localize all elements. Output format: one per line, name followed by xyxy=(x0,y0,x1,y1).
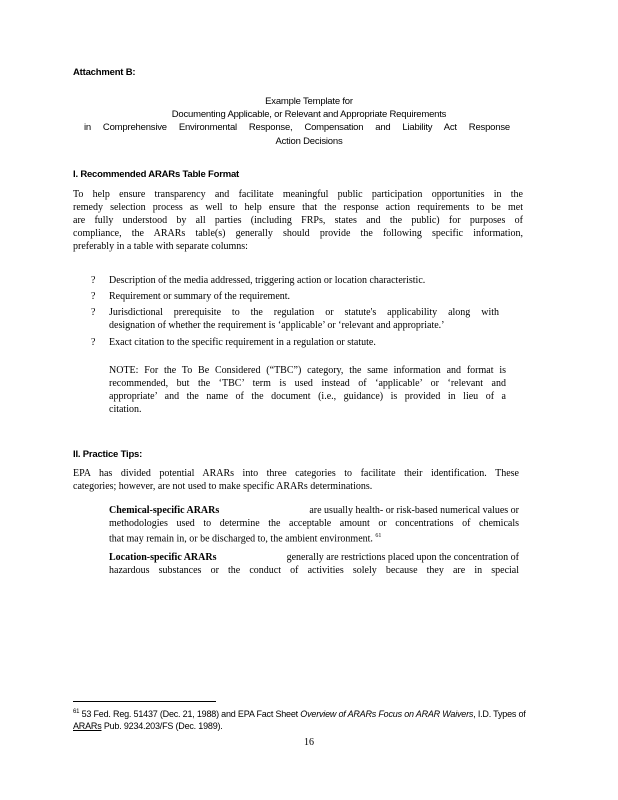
chemical-line: that may remain in, or be discharged to, the ambient environment. xyxy=(109,533,373,545)
bullet-jurisdictional xyxy=(109,306,499,332)
bullet-mark: ? xyxy=(91,291,96,302)
note-line: citation. xyxy=(109,404,142,415)
paragraph-line: compliance, the ARARs table(s) generally should provide the following specific information, xyxy=(73,228,523,239)
tbc-note xyxy=(109,364,506,416)
paragraph-line: remedy selection process as well to help ensure that the response action requirements to be met xyxy=(73,202,523,213)
bullet-requirement: Requirement or summary of the requirement. xyxy=(109,291,291,302)
paragraph-line: To help ensure transparency and facilitate meaningful public participation opportunities in the xyxy=(73,189,523,200)
footnote-text: 53 Fed. Reg. 51437 (Dec. 21, 1988) and EPA Fact Sheet xyxy=(81,709,298,719)
bullet-mark: ? xyxy=(91,337,96,348)
bullet-line: designation of whether the requirement is ‘applicable’ or ‘relevant and appropriate.’ xyxy=(109,320,445,331)
chemical-line: are usually health- or risk-based numerical values or xyxy=(309,505,519,516)
paragraph-line: EPA has divided potential ARARs into three categories to facilitate their identification. These xyxy=(73,468,519,479)
title-line-2: Documenting Applicable, or Relevant and Appropriate Requirements xyxy=(171,109,447,120)
footnote-divider xyxy=(73,701,216,702)
paragraph-line: categories; however, are not used to make specific ARARs determinations. xyxy=(73,481,373,492)
bullet-line: Jurisdictional prerequisite to the regulation or statute's applicability along with xyxy=(109,307,499,318)
footnote-line-2 xyxy=(73,720,543,732)
note-line: NOTE: For the To Be Considered (“TBC”) category, the same information and format is xyxy=(109,365,506,376)
title-line-3: in Comprehensive Environmental Response, Compensation and Liability Act Response xyxy=(84,122,510,133)
location-term: Location-specific ARARs xyxy=(109,552,217,563)
footnote-mark: 61 xyxy=(73,709,80,715)
chemical-specific-block xyxy=(109,504,519,545)
paragraph-line: preferably in a table with separate columns: xyxy=(73,241,248,252)
location-line: hazardous substances or the conduct of activities solely because they are in special xyxy=(109,565,519,576)
location-specific-block xyxy=(109,551,519,577)
chemical-line: methodologies used to determine the acceptable amount or concentrations of chemicals xyxy=(109,518,519,529)
bullet-description: Description of the media addressed, triggering action or location characteristic. xyxy=(109,275,426,286)
note-line: recommended, but the ‘TBC’ term is used instead of ‘applicable’ or ‘relevant and xyxy=(109,378,506,389)
chemical-first-line xyxy=(109,504,519,517)
footnote-underlined: ARARs xyxy=(73,721,102,731)
title-line-4: Action Decisions xyxy=(275,136,343,147)
attachment-label: Attachment B: xyxy=(73,67,136,78)
bullet-mark: ? xyxy=(91,275,96,286)
title-line-1: Example Template for xyxy=(265,96,353,107)
page-number: 16 xyxy=(304,737,314,748)
footnote-text: , I.D. Types of xyxy=(473,709,526,719)
chemical-line-last xyxy=(109,530,519,545)
bullet-mark: ? xyxy=(91,307,96,318)
chemical-term: Chemical-specific ARARs xyxy=(109,505,220,516)
section-1-heading: I. Recommended ARARs Table Format xyxy=(73,169,240,180)
section-2-heading: II. Practice Tips: xyxy=(73,449,143,460)
footnote-text: Pub. 9234.203/FS (Dec. 1989). xyxy=(101,721,223,731)
section-2-paragraph xyxy=(73,467,519,493)
footnote xyxy=(73,706,543,732)
location-line: generally are restrictions placed upon the concentration of xyxy=(286,552,519,563)
footnote-line-1 xyxy=(73,706,543,720)
note-line: appropriate’ and the name of the document (i.e., guidance) is provided in lieu of a xyxy=(109,391,506,402)
footnote-ref: 61 xyxy=(375,533,382,539)
paragraph-line: are fully understood by all parties (including FRPs, states and the public) for purposes of xyxy=(73,215,523,226)
footnote-italic: Overview of ARARs Focus on ARAR Waivers xyxy=(300,709,474,719)
bullet-citation: Exact citation to the specific requirement in a regulation or statute. xyxy=(109,337,376,348)
location-first-line xyxy=(109,551,519,564)
section-1-paragraph xyxy=(73,188,523,253)
